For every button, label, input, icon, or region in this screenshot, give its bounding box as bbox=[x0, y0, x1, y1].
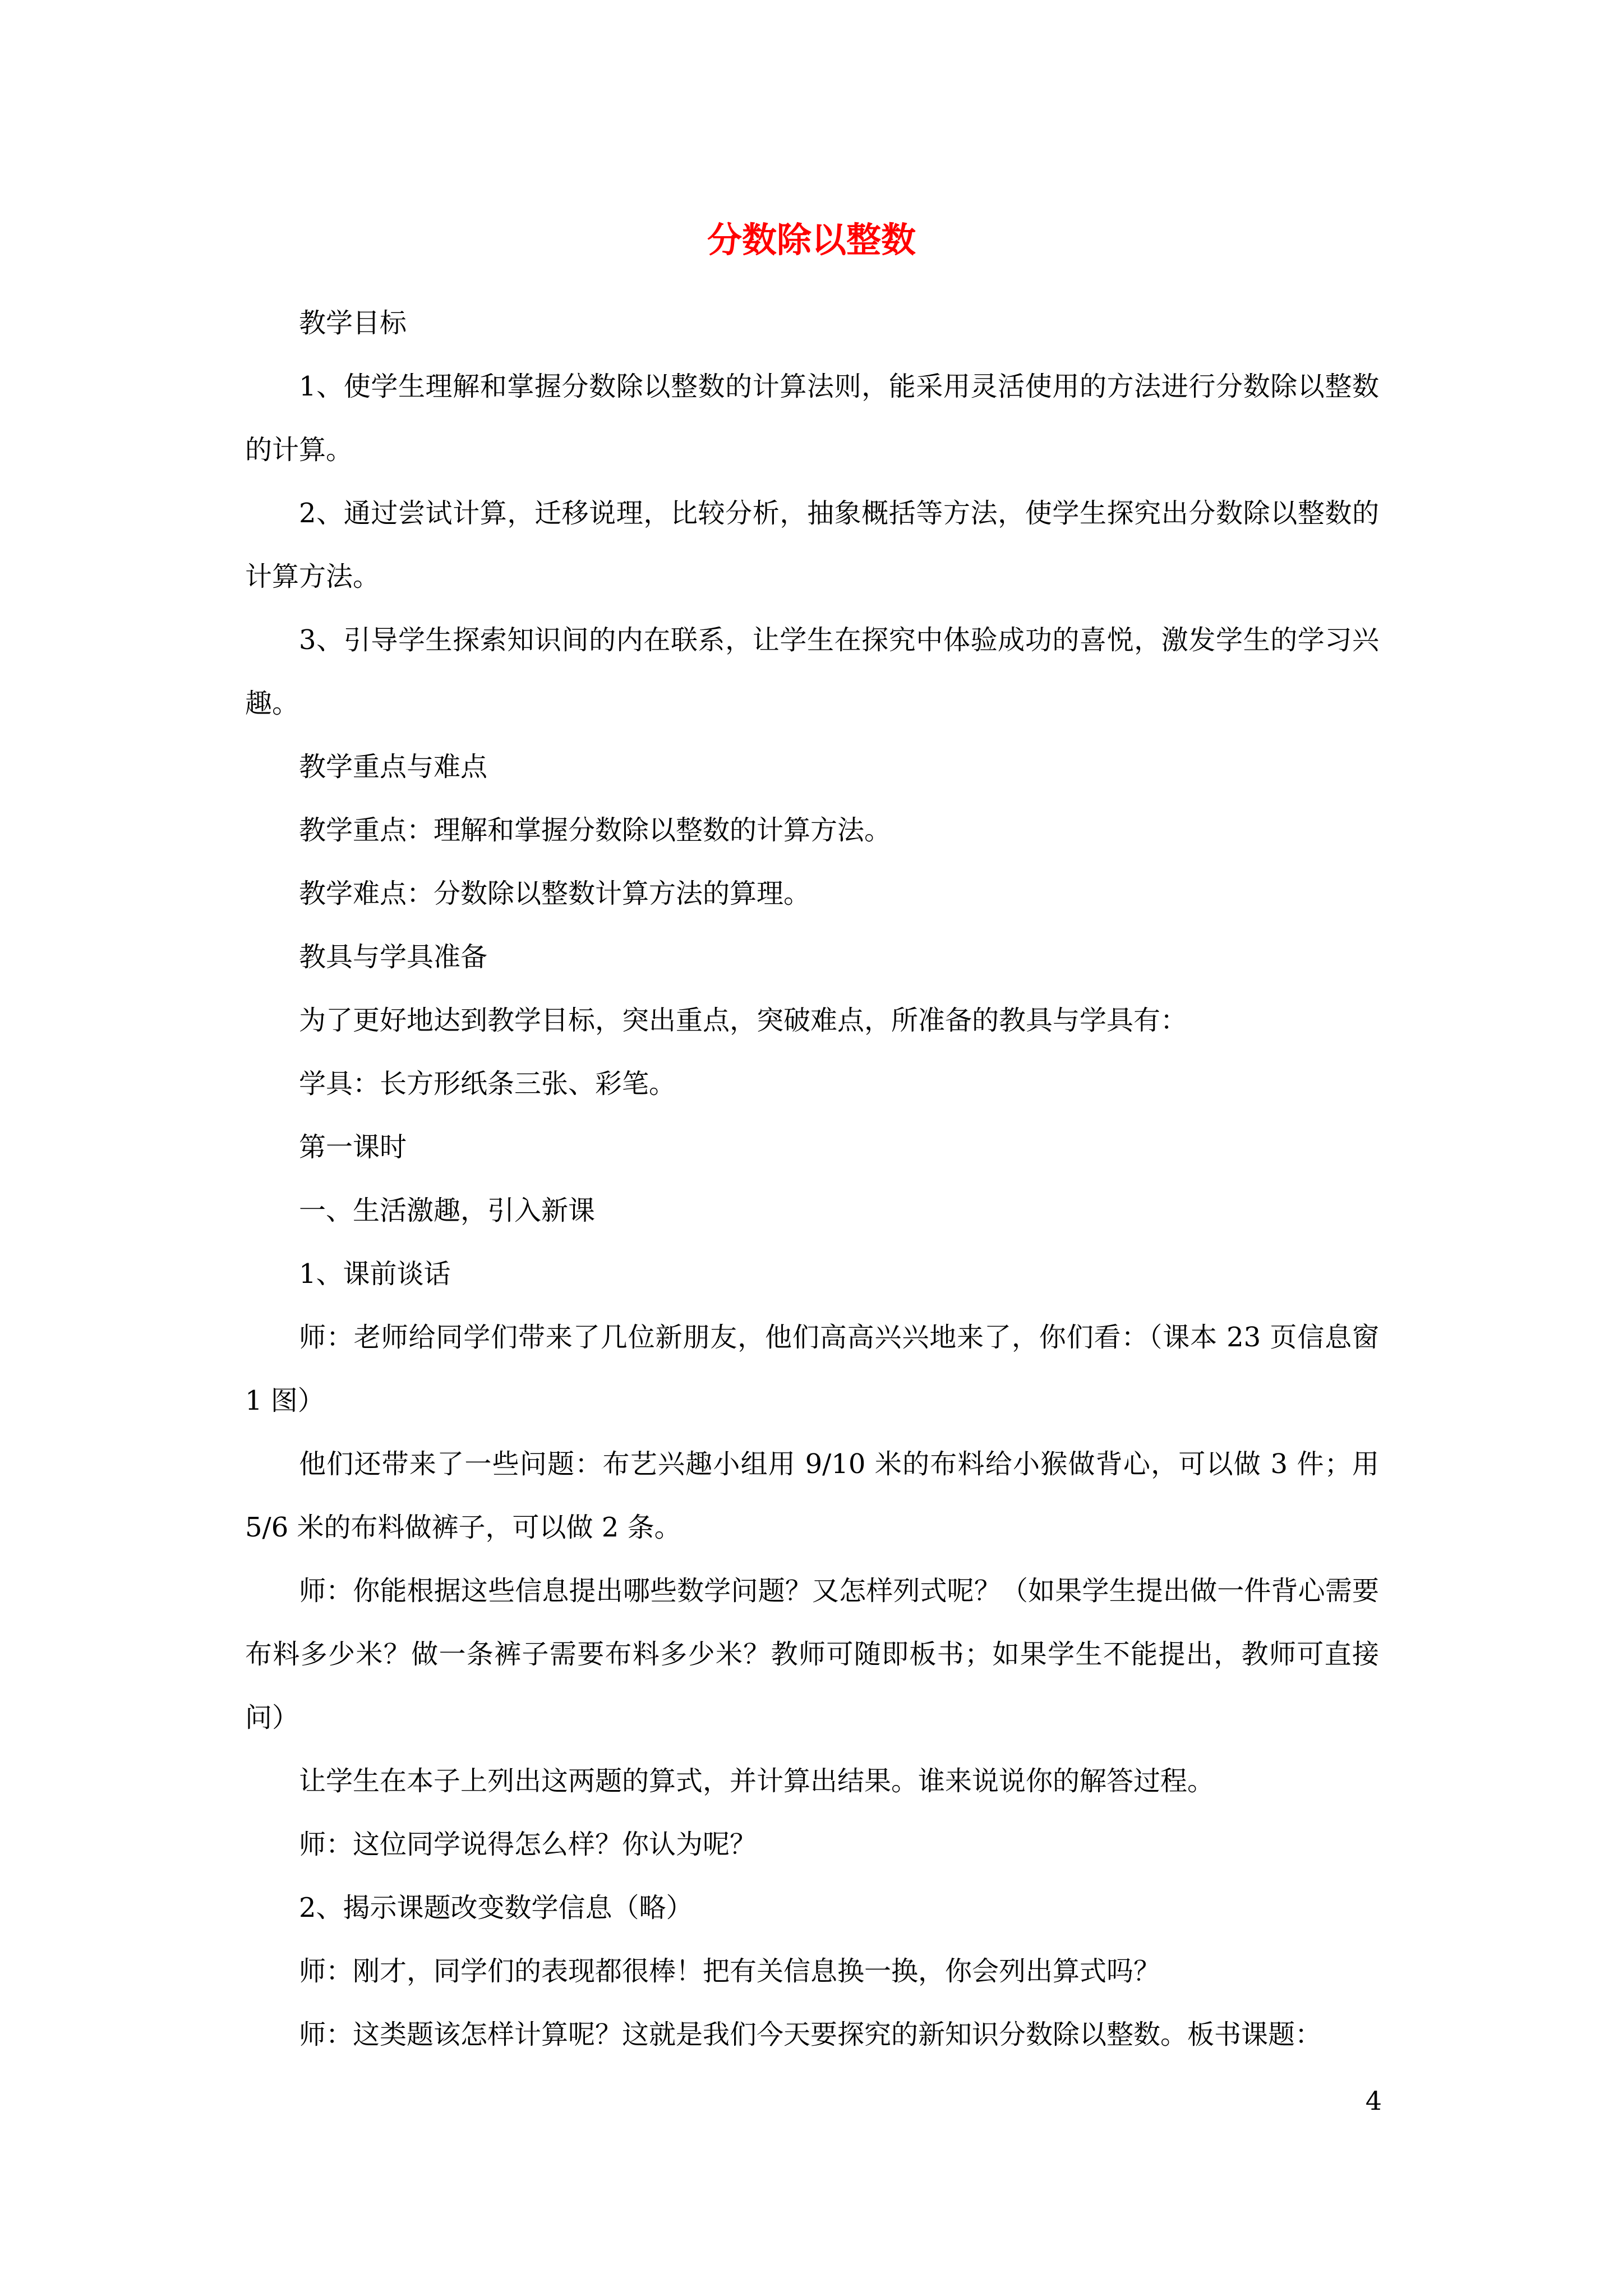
paragraph-teacher-topic: 师：这类题该怎样计算呢？这就是我们今天要探究的新知识分数除以整数。板书课题： bbox=[299, 2019, 1322, 2050]
paragraph-materials-intro: 为了更好地达到教学目标，突出重点，突破难点，所准备的教具与学具有： bbox=[299, 1005, 1188, 1036]
paragraph-teacher-intro: 师：老师给同学们带来了几位新朋友，他们高高兴兴地来了，你们看：（课本 23 页信息窗 1 图） bbox=[245, 1322, 1379, 1416]
paragraph-teacher-praise: 师：刚才，同学们的表现都很棒！把有关信息换一换，你会列出算式吗？ bbox=[299, 1955, 1161, 1987]
paragraph-objective-2: 2、通过尝试计算，迁移说理，比较分析，抽象概括等方法，使学生探究出分数除以整数的计算方法。 bbox=[245, 498, 1379, 592]
paragraph-key-points-heading: 教学重点与难点 bbox=[299, 751, 488, 783]
paragraph-lesson-one: 第一课时 bbox=[299, 1131, 407, 1163]
paragraph-materials-heading: 教具与学具准备 bbox=[299, 941, 488, 973]
paragraph-problem-info: 他们还带来了一些问题：布艺兴趣小组用 9/10 米的布料给小猴做背心，可以做 3 件；用 5/6 米的布料做裤子，可以做 2 条。 bbox=[245, 1448, 1379, 1543]
paragraph-teacher-review: 师：这位同学说得怎么样？你认为呢？ bbox=[299, 1829, 757, 1860]
paragraph-teacher-question: 师：你能根据这些信息提出哪些数学问题？又怎样列式呢？（如果学生提出做一件背心需要布料多少米？做一条裤子需要布料多少米？教师可随即板书；如果学生不能提出，教师可直接问） bbox=[245, 1575, 1379, 1733]
paragraph-section-one: 一、生活激趣，引入新课 bbox=[299, 1195, 596, 1226]
document-body bbox=[245, 292, 1379, 2067]
paragraph-objective-3: 3、引导学生探索知识间的内在联系，让学生在探究中体验成功的喜悦，激发学生的学习兴趣。 bbox=[245, 624, 1379, 719]
paragraph-pre-class-talk: 1、课前谈话 bbox=[299, 1258, 451, 1290]
paragraph-objective-1: 1、使学生理解和掌握分数除以整数的计算法则，能采用灵活使用的方法进行分数除以整数的计算。 bbox=[245, 371, 1379, 466]
paragraph-key-point: 教学重点：理解和掌握分数除以整数的计算方法。 bbox=[299, 815, 892, 846]
paragraph-student-materials: 学具：长方形纸条三张、彩笔。 bbox=[299, 1068, 676, 1099]
paragraph-student-task: 让学生在本子上列出这两题的算式，并计算出结果。谁来说说你的解答过程。 bbox=[299, 1765, 1215, 1797]
page-number: 4 bbox=[1365, 2086, 1382, 2116]
paragraph-objectives-heading: 教学目标 bbox=[299, 307, 407, 339]
paragraph-reveal-topic: 2、揭示课题改变数学信息（略） bbox=[299, 1892, 693, 1924]
paragraph-difficulty: 教学难点：分数除以整数计算方法的算理。 bbox=[299, 878, 811, 909]
document-title: 分数除以整数 bbox=[707, 219, 916, 260]
